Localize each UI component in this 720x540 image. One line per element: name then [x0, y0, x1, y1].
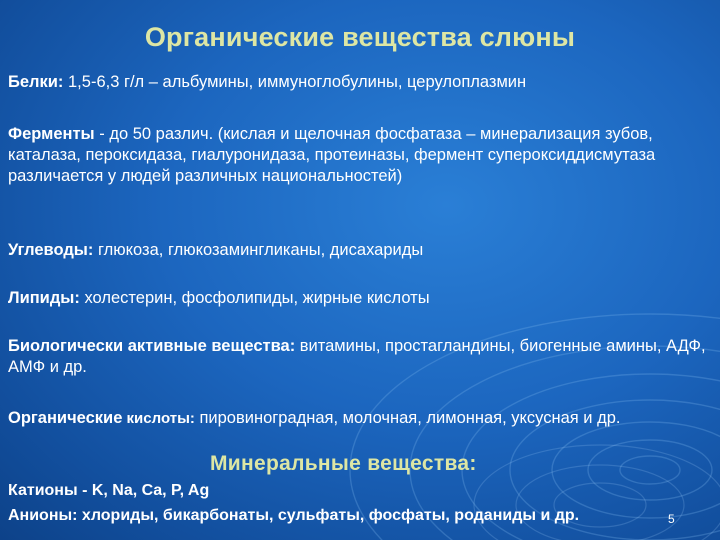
organic-acids-paragraph: [8, 408, 716, 429]
slide-title: Органические вещества слюны: [144, 22, 576, 52]
bioactive-label: Биологически активные вещества:: [8, 337, 296, 355]
cations-line: Катионы - K, Na, Ca, P, Ag: [8, 482, 210, 499]
enzymes-text: - до 50 различ. (кислая и щелочная фосфатаза – минерализация зубов, каталаза, пероксидаза, гиалуронидаза, протеиназы, фермент супероксиддисмутаза различается у людей различных национальностей): [8, 125, 656, 185]
carbohydrates-text: глюкоза, глюкозамингликаны, дисахариды: [93, 241, 424, 259]
proteins-label: Белки:: [8, 73, 64, 91]
anions-line: Анионы: хлориды, бикарбонаты, сульфаты, фосфаты, роданиды и др.: [8, 507, 580, 524]
lipids-paragraph: [8, 288, 716, 309]
lipids-label: Липиды:: [8, 289, 80, 307]
enzymes-paragraph: [8, 124, 716, 187]
carbohydrates-paragraph: [8, 240, 716, 261]
organic-acids-label-2: кислоты:: [122, 410, 195, 427]
organic-acids-text: пировиноградная, молочная, лимонная, уксусная и др.: [194, 409, 621, 427]
enzymes-label: Ферменты: [8, 125, 95, 143]
proteins-paragraph: [8, 72, 716, 93]
carbohydrates-label: Углеводы:: [8, 241, 94, 259]
lipids-text: холестерин, фосфолипиды, жирные кислоты: [79, 289, 430, 307]
bioactive-text: витамины, простагландины, биогенные амины, АДФ, АМФ и др.: [8, 337, 706, 376]
bioactive-paragraph: [8, 336, 716, 378]
organic-acids-label: Органические: [8, 409, 123, 427]
minerals-subtitle: Минеральные вещества:: [210, 452, 477, 475]
proteins-text: 1,5-6,3 г/л – альбумины, иммуноглобулины, церулоплазмин: [63, 73, 527, 91]
page-number: 5: [668, 512, 675, 526]
